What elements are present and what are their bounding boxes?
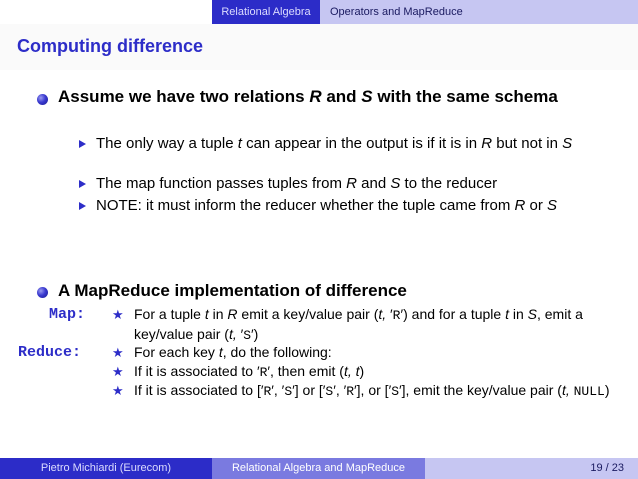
nav-section-relational-algebra[interactable]: Relational Algebra xyxy=(212,0,320,24)
star-bullet-icon: ★ xyxy=(112,364,124,379)
star-bullet-icon: ★ xyxy=(112,383,124,398)
map-description: For a tuple t in R emit a key/value pair (t, ′R′) and for a tuple t in S, emit a key/value pair (t, ′S′) xyxy=(134,306,583,343)
reduce-step-emit-null: If it is associated to [′R′, ′S′] or [′S′, ′R′], or [′S′], emit the key/value pair (t, NULL) xyxy=(134,382,610,399)
star-bullet-icon: ★ xyxy=(112,345,124,360)
frame-title: Computing difference xyxy=(17,36,204,56)
reduce-label: Reduce: xyxy=(18,344,82,361)
sub-bullet-output: The only way a tuple t can appear in the output is if it is in R but not in S xyxy=(96,135,573,152)
reduce-step-r-only: If it is associated to ′R′, then emit (t, t) xyxy=(134,363,365,380)
footer-bar xyxy=(0,458,638,479)
footer-title: Relational Algebra and MapReduce xyxy=(212,458,425,479)
footer-page-number: 19 / 23 xyxy=(590,462,624,474)
ball-bullet-icon xyxy=(37,287,48,298)
reduce-step-each-key: For each key t, do the following: xyxy=(134,344,332,360)
footer-author: Pietro Michiardi (Eurecom) xyxy=(0,458,212,479)
triangle-bullet-icon xyxy=(79,202,86,210)
bullet-mapreduce-implementation: A MapReduce implementation of difference xyxy=(58,281,407,300)
bullet-assume-relations: Assume we have two relations R and S with the same schema xyxy=(58,87,558,106)
map-label: Map: xyxy=(49,306,86,323)
star-bullet-icon: ★ xyxy=(112,307,124,322)
sub-bullet-note: NOTE: it must inform the reducer whether the tuple came from R or S xyxy=(96,197,558,214)
top-navigation-bar xyxy=(0,0,638,24)
nav-section-operators-mapreduce[interactable]: Operators and MapReduce xyxy=(320,0,638,24)
triangle-bullet-icon xyxy=(79,180,86,188)
triangle-bullet-icon xyxy=(79,140,86,148)
footer-page-box xyxy=(425,458,638,479)
sub-bullet-map-function: The map function passes tuples from R and S to the reducer xyxy=(96,175,498,192)
ball-bullet-icon xyxy=(37,94,48,105)
